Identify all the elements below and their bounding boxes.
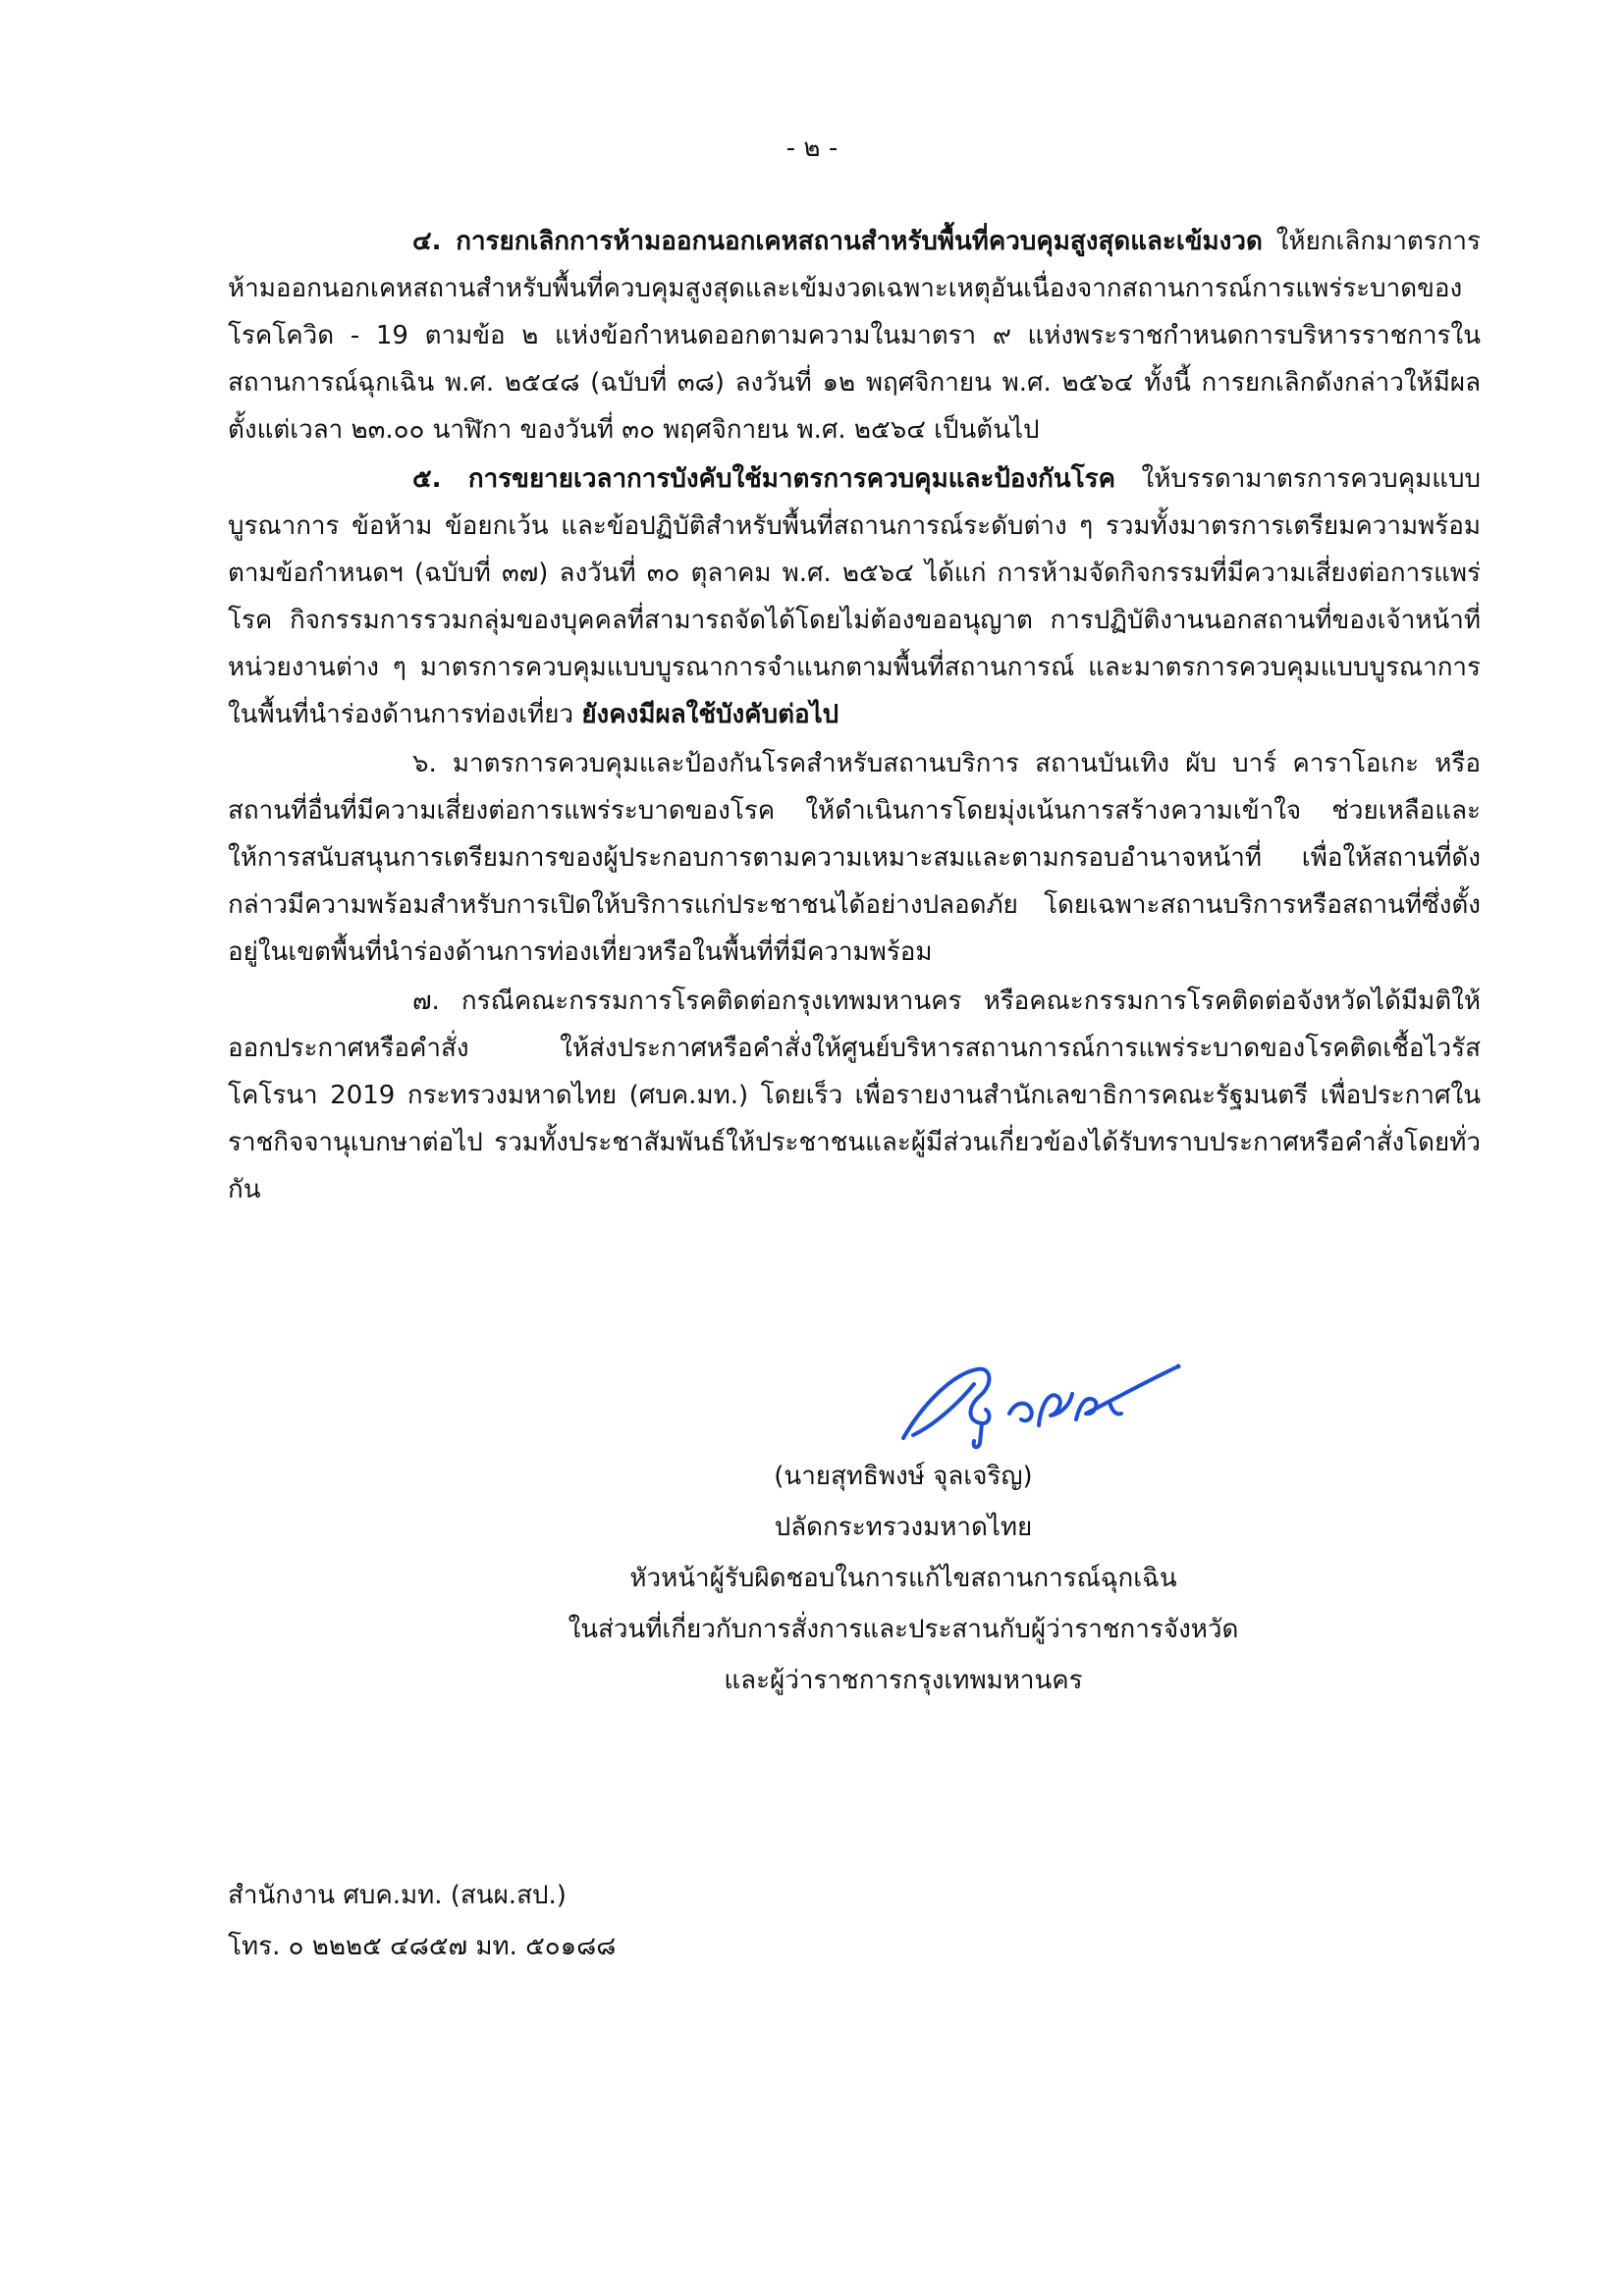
section-4-heading: ๔. การยกเลิกการห้ามออกนอกเคหสถานสำหรับพื้นที่ควบคุมสูงสุดและเข้มงวด [412, 227, 1263, 256]
signer-position: ปลัดกระทรวงมหาดไทย [774, 1513, 1033, 1542]
section-6 [228, 740, 1481, 976]
section-6-text: ๖. มาตรการควบคุมและป้องกันโรคสำหรับสถานบริการ สถานบันเทิง ผับ บาร์ คาราโอเกะ หรือสถานที่อื่นที่มีความเสี่ยงต่อการแพร่ระบาดของโรค ให้ดำเนินการโดยมุ่งเน้นการสร้างความเข้าใจ ช่วยเหลือและให้การสนับสนุนการเตรียมการของผู้ประกอบการตามความเหมาะสมและตามกรอบอำนาจหน้าที่ เพื่อให้สถานที่ดังกล่าวมีความพร้อมสำหรับการเปิดให้บริการแก่ประชาชนได้อย่างปลอดภัย โดยเฉพาะสถานบริการหรือสถานที่ซึ่งตั้งอยู่ในเขตพื้นที่นำร่องด้านการท่องเที่ยวหรือในพื้นที่ที่มีความพร้อม [228, 749, 1481, 967]
section-5-emphasis: ยังคงมีผลใช้บังคับต่อไป [581, 700, 839, 729]
section-5 [228, 455, 1481, 738]
section-5-heading: ๕. การขยายเวลาการบังคับใช้มาตรการควบคุมและป้องกันโรค [412, 464, 1116, 494]
section-7 [228, 978, 1481, 1213]
signer-role-2: ในส่วนที่เกี่ยวกับการสั่งการและประสานกับผู้ว่าราชการจังหวัด [568, 1615, 1239, 1644]
section-4-text: ให้ยกเลิกมาตรการห้ามออกนอกเคหสถานสำหรับพื้นที่ควบคุมสูงสุดและเข้มงวดเฉพาะเหตุอันเนื่องจากสถานการณ์การแพร่ระบาดของโรคโควิด - 19 ตามข้อ ๒ แห่งข้อกำหนดออกตามความในมาตรา ๙ แห่งพระราชกำหนดการบริหารราชการในสถานการณ์ฉุกเฉิน พ.ศ. ๒๕๔๘ (ฉบับที่ ๓๘) ลงวันที่ ๑๒ พฤศจิกายน พ.ศ. ๒๕๖๔ ทั้งนี้ การยกเลิกดังกล่าวให้มีผลตั้งแต่เวลา ๒๓.๐๐ นาฬิกา ของวันที่ ๓๐ พฤศจิกายน พ.ศ. ๒๕๖๔ เป็นต้นไป [228, 227, 1482, 445]
page-number: - ๒ - [785, 133, 839, 163]
signer-role-3: และผู้ว่าราชการกรุงเทพมหานคร [724, 1666, 1083, 1695]
document-body [228, 218, 1481, 1215]
section-5-text: ให้บรรดามาตรการควบคุมแบบบูรณาการ ข้อห้าม ข้อยกเว้น และข้อปฏิบัติสำหรับพื้นที่สถานการณ์ระดับต่าง ๆ รวมทั้งมาตรการเตรียมความพร้อมตามข้อกำหนดฯ (ฉบับที่ ๓๗) ลงวันที่ ๓๐ ตุลาคม พ.ศ. ๒๕๖๔ ได้แก่ การห้ามจัดกิจกรรมที่มีความเสี่ยงต่อการแพร่โรค กิจกรรมการรวมกลุ่มของบุคคลที่สามารถจัดได้โดยไม่ต้องขออนุญาต การปฏิบัติงานนอกสถานที่ของเจ้าหน้าที่หน่วยงานต่าง ๆ มาตรการควบคุมแบบบูรณาการจำแนกตามพื้นที่สถานการณ์ และมาตรการควบคุมแบบบูรณาการในพื้นที่นำร่องด้านการท่องเที่ยว [228, 464, 1481, 729]
signer-name: (นายสุทธิพงษ์ จุลเจริญ) [774, 1462, 1033, 1491]
signer-role-1: หัวหน้าผู้รับผิดชอบในการแก้ไขสถานการณ์ฉุกเฉิน [629, 1564, 1177, 1593]
handwritten-signature [884, 1345, 1198, 1453]
footer [228, 1870, 616, 1972]
section-4 [228, 218, 1481, 454]
signer-block [412, 1451, 1394, 1706]
footer-phone: โทร. ๐ ๒๒๒๕ ๔๘๕๗ มท. ๕๐๑๘๘ [228, 1932, 617, 1961]
footer-office: สำนักงาน ศบค.มท. (สนผ.สป.) [228, 1881, 567, 1910]
section-7-text: ๗. กรณีคณะกรรมการโรคติดต่อกรุงเทพมหานคร หรือคณะกรรมการโรคติดต่อจังหวัดได้มีมติให้ออกประกาศหรือคำสั่ง ให้ส่งประกาศหรือคำสั่งให้ศูนย์บริหารสถานการณ์การแพร่ระบาดของโรคติดเชื้อไวรัสโคโรนา 2019 กระทรวงมหาดไทย (ศบค.มท.) โดยเร็ว เพื่อรายงานสำนักเลขาธิการคณะรัฐมนตรี เพื่อประกาศในราชกิจจานุเบกษาต่อไป รวมทั้งประชาสัมพันธ์ให้ประชาชนและผู้มีส่วนเกี่ยวข้องได้รับทราบประกาศหรือคำสั่งโดยทั่วกัน [228, 987, 1481, 1204]
